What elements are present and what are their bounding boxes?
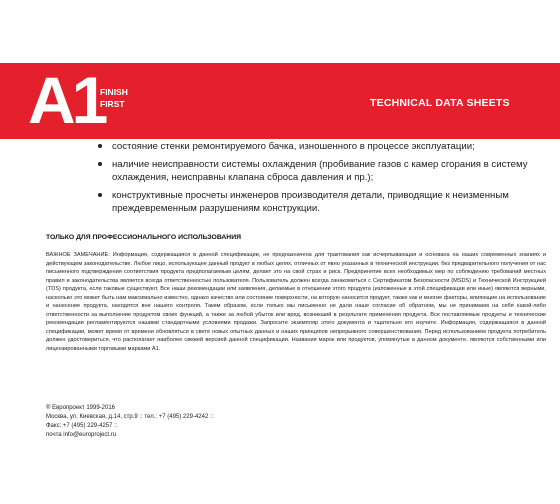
professional-use-heading: ТОЛЬКО ДЛЯ ПРОФЕССИОНАЛЬНОГО ИСПОЛЬЗОВАНИЯ: [46, 234, 241, 241]
list-item: [98, 189, 538, 215]
logo-word-first: FIRST: [100, 99, 125, 109]
important-notice: ВАЖНОЕ ЗАМЕЧАНИЕ: Информация, содержащаяся в данной спецификации, не предназначена для трактования как исчерпывающая и основана на наших современных знаниях и действующем законодательстве. Любое лицо, использующее данный продукт в любых целях, отличных от явно указанных в технической инструкции, без предварительного получения от нас письменного подтверждения соответствия продукта предполагаемым целям, делает это на свой страх и риск. Предпринятие всех необходимых мер по соблюдению требований местных правил и законодательства является всегда ответственностью пользователя. Пользователь должен всегда ознакомиться с Сертификатом Безопасности (MSDS) и Технической Инструкцией (TDS) продукта, если таковые существуют. Все наши рекомендации или заявления, делаемые в отношении этого продукта (изложенные в этой спецификации или иные) являются верными, насколько это может быть нам максимально известно, однако качество или состояние поверхности, на которую наносится продукт, также как и многие факторы, влияющие на использование и нанесение продукта, находятся вне нашего контроля. Таким образом, если только мы письменно не дали наше согласие об обратном, мы не принимаем на себя какой-либо ответственности за выполнение продуктом своих функций, а также за любой убыток или вред, возникший в результате применения продукта. Все поставляемые продукты и технические рекомендации регламентируются нашими стандартными условиями продажи. Запросите экземпляр этого документа и тщательно его изучите. Информация, содержащаяся в данной спецификации, может время от времени обновляться в свете новых опытных данных и наших принципов непрерывного совершенствования. Перед использованием продукта потребитель должен удостовериться, что располагает наиболее свежей версией данной спецификации. Названия марок или продуктов, упомянутые в данном документе, являются собственными или лицензированными торговыми марками А1.: [46, 252, 546, 352]
address-line: Москва, ул. Киевская, д.14, стр.9 :: тел.: +7 (495) 229-4242 ::: [46, 414, 214, 420]
list-item: [98, 140, 538, 153]
list-item: [98, 158, 538, 184]
bullet-icon: [98, 193, 102, 197]
bullet-icon: [98, 144, 102, 148]
banner-title: TECHNICAL DATA SHEETS: [370, 97, 510, 109]
copyright-line: ® Европроект 1999-2016: [46, 405, 116, 411]
fax-line: Факс: +7 (495) 229-4257 ::: [46, 423, 118, 429]
logo-text: A1: [28, 63, 105, 137]
bullet-text: состояние стенки ремонтируемого бачка, изношенного в процессе эксплуатации;: [112, 141, 475, 152]
bullet-text: конструктивные просчеты инженеров производителя детали, приводящие к неизменным преждевременным разрушениям конструкции.: [112, 190, 509, 214]
contact-block: [46, 404, 213, 440]
bullet-list: [98, 140, 538, 220]
logo-word-finish: FINISH: [100, 87, 128, 97]
logo-tagline: [100, 86, 128, 110]
email-line: почта info@europroject.ru: [46, 432, 117, 438]
bullet-text: наличие неисправности системы охлаждения (пробивание газов с камер сгорания в систему охлаждения, неисправны клапана сброса давления и пр.);: [112, 159, 528, 183]
bullet-icon: [98, 162, 102, 166]
